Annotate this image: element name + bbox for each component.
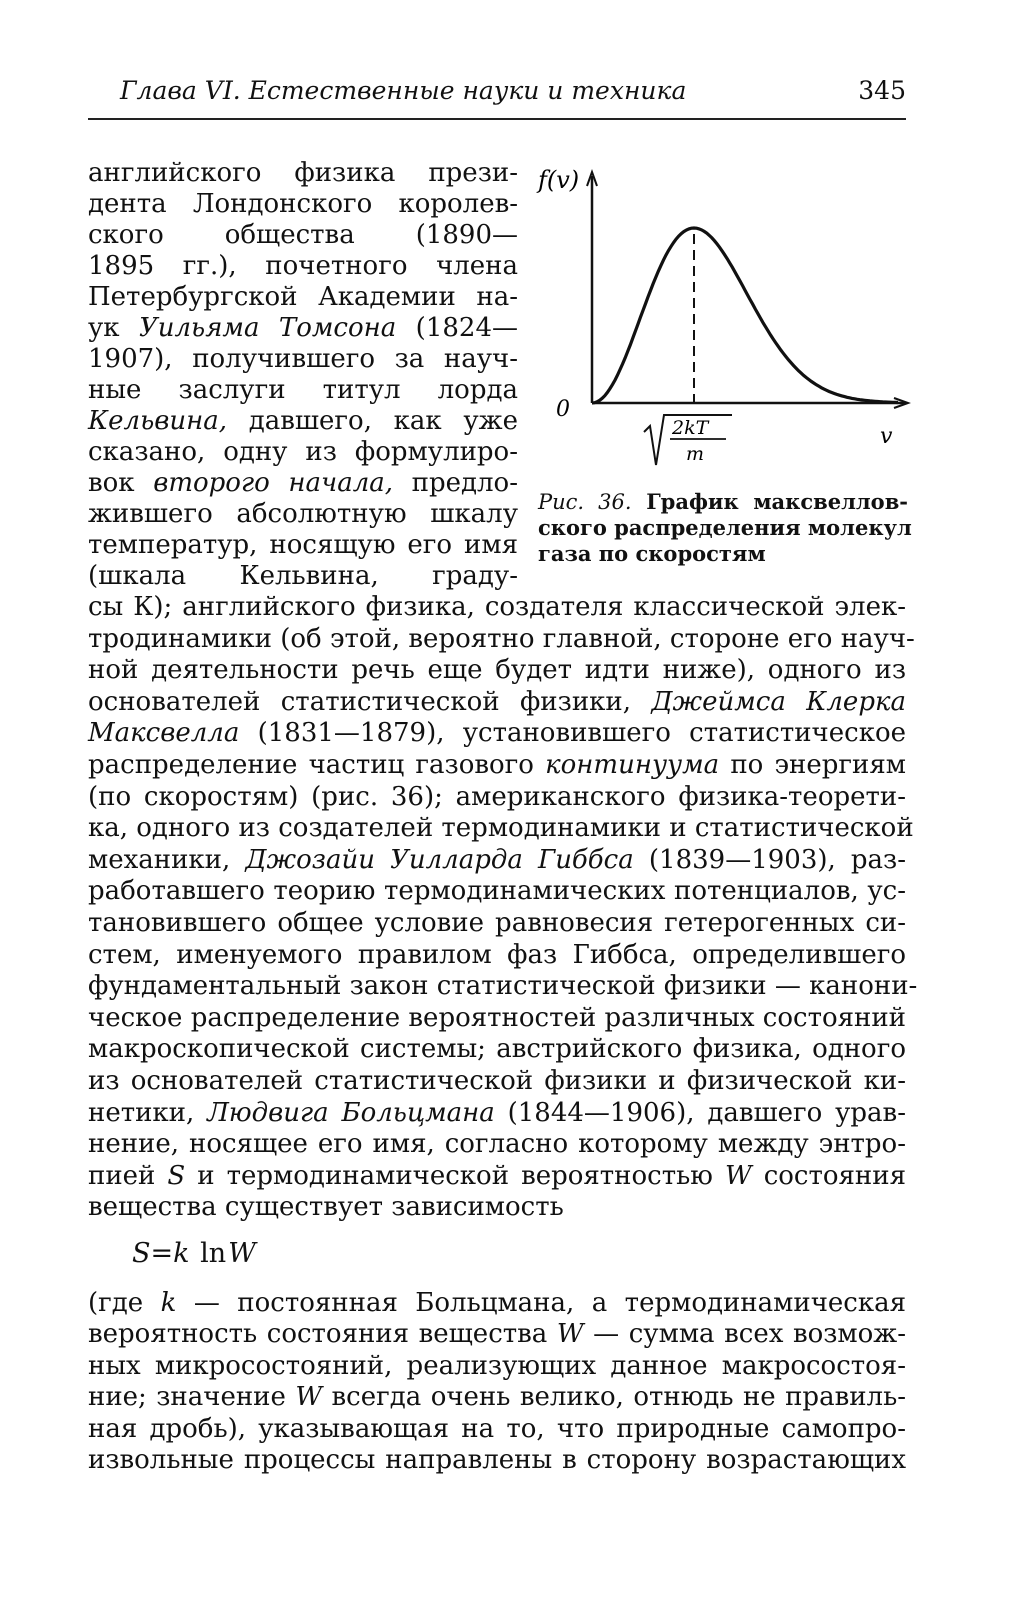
wrapped-paragraph bbox=[88, 158, 518, 592]
text-line: ная дробь), указывающая на то, что природные самопро- bbox=[88, 1413, 906, 1444]
peak-label-numerator: 2kT bbox=[672, 417, 709, 439]
text-segment: (1839—1903), раз- bbox=[633, 844, 907, 875]
text-line: ка, одного из создателей термодинамики и статистической bbox=[88, 813, 914, 844]
caption-line-3: газа по скоростям bbox=[538, 541, 766, 566]
caption-fig-number: Рис. 36. bbox=[538, 490, 632, 514]
text-segment: распределение частиц газового bbox=[88, 749, 546, 780]
text-line bbox=[88, 1098, 906, 1130]
italic-term: S bbox=[167, 1160, 186, 1191]
text-segment: всегда очень велико, отнюдь не правиль- bbox=[322, 1382, 907, 1413]
text-line: жившего абсолютную шкалу bbox=[88, 499, 518, 529]
text-line: дента Лондонского королев- bbox=[88, 189, 518, 219]
main-paragraph bbox=[88, 592, 918, 1224]
text-segment: (1824— bbox=[396, 313, 518, 343]
text-line: (по скоростям) (рис. 36); американского физика-теорети- bbox=[88, 781, 906, 812]
text-line: сказано, одну из формулиро- bbox=[88, 437, 518, 467]
text-segment: нетики, bbox=[88, 1097, 208, 1128]
italic-term: Кельвина, bbox=[88, 406, 227, 436]
formula-eq: = bbox=[150, 1238, 174, 1269]
text-line bbox=[88, 750, 906, 782]
text-segment: пией bbox=[88, 1160, 168, 1191]
italic-term: W bbox=[556, 1319, 584, 1350]
closing-paragraph bbox=[88, 1288, 906, 1476]
text-segment: (1831—1879), установившего статистическое bbox=[239, 718, 906, 749]
figure-caption bbox=[538, 489, 912, 567]
running-title: Глава VI. Естественные науки и техника bbox=[120, 76, 687, 105]
text-line: ной деятельности речь еще будет идти ниже), одного из bbox=[88, 655, 906, 686]
text-segment: механики, bbox=[88, 844, 246, 875]
italic-term: Максвелла bbox=[88, 718, 240, 749]
italic-term: второго начала, bbox=[153, 468, 394, 498]
text-line: фундаментальный закон статистической физики — канони- bbox=[88, 971, 918, 1002]
text-line bbox=[88, 468, 518, 499]
italic-term: Уильяма Томсона bbox=[138, 313, 397, 343]
maxwell-distribution-figure bbox=[528, 160, 920, 480]
text-line bbox=[88, 718, 906, 750]
text-line: нение, носящее его имя, согласно которому между энтро- bbox=[88, 1129, 906, 1160]
text-segment: и термодинамической вероятностью bbox=[185, 1160, 725, 1191]
boltzmann-formula bbox=[132, 1238, 256, 1269]
text-line: 1895 гг.), почетного члена bbox=[88, 251, 518, 281]
text-line: извольные процессы направлены в сторону возрастающих bbox=[88, 1445, 906, 1476]
formula-k: k bbox=[173, 1238, 190, 1269]
page-number: 345 bbox=[858, 76, 906, 105]
italic-term: Людвига Больцмана bbox=[207, 1097, 495, 1128]
formula-ln: ln bbox=[200, 1238, 227, 1269]
origin-label: 0 bbox=[556, 397, 570, 422]
text-segment: давшего, как уже bbox=[227, 406, 518, 436]
text-line bbox=[88, 406, 518, 437]
text-line: макроскопической системы; австрийского физика, одного bbox=[88, 1034, 906, 1065]
caption-line-1: График максвеллов- bbox=[646, 489, 908, 514]
text-line: стем, именуемого правилом фаз Гиббса, определившего bbox=[88, 939, 906, 970]
caption-line-2: ского распределения молекул bbox=[538, 515, 912, 540]
text-line bbox=[88, 1382, 906, 1413]
text-line: из основателей статистической физики и физической ки- bbox=[88, 1065, 906, 1096]
text-segment: вок bbox=[88, 468, 154, 498]
text-segment: ние; значение bbox=[88, 1382, 296, 1413]
text-line: 1907), получившего за науч- bbox=[88, 344, 518, 374]
text-line: сы К); английского физика, создателя классической элек- bbox=[88, 592, 906, 622]
formula-s: S bbox=[132, 1238, 151, 1269]
text-line bbox=[88, 845, 906, 877]
italic-term: k bbox=[160, 1288, 177, 1318]
italic-term: Джеймса Клерка bbox=[651, 686, 906, 717]
italic-term: Джозайи Уилларда Гиббса bbox=[245, 844, 634, 875]
page-header bbox=[88, 76, 906, 122]
text-segment: предло- bbox=[393, 468, 518, 498]
text-line: работавшего теорию термодинамических потенциалов, ус- bbox=[88, 876, 906, 907]
text-line bbox=[88, 313, 518, 344]
text-line: ные заслуги титул лорда bbox=[88, 375, 518, 405]
italic-term: континуума bbox=[545, 749, 720, 780]
text-line: Петербургской Академии на- bbox=[88, 282, 518, 312]
text-segment: вероятность состояния вещества bbox=[88, 1319, 557, 1350]
text-line: тановившего общее условие равновесия гетерогенных си- bbox=[88, 907, 906, 938]
text-line: тродинамики (об этой, вероятно главной, стороне его науч- bbox=[88, 623, 915, 654]
text-line: температур, носящую его имя bbox=[88, 530, 518, 560]
text-line bbox=[88, 687, 906, 719]
italic-term: W bbox=[295, 1382, 323, 1413]
text-segment: основателей статистической физики, bbox=[88, 686, 652, 717]
text-line: ческое распределение вероятностей различных состояний bbox=[88, 1002, 906, 1033]
y-axis-label: f(v) bbox=[538, 166, 580, 194]
formula-w: W bbox=[228, 1238, 256, 1269]
peak-label-denominator: m bbox=[686, 443, 705, 465]
text-line: (шкала Кельвина, граду- bbox=[88, 561, 518, 591]
text-line: ского общества (1890— bbox=[88, 220, 518, 250]
distribution-curve bbox=[592, 228, 898, 403]
text-segment: (1844—1906), давшего урав- bbox=[494, 1097, 906, 1128]
x-axis-label: v bbox=[880, 424, 893, 449]
text-line bbox=[88, 1319, 906, 1350]
text-segment: по энергиям bbox=[719, 749, 906, 780]
text-segment: состояния bbox=[751, 1160, 906, 1191]
text-line bbox=[88, 1161, 906, 1193]
text-line: вещества существует зависимость bbox=[88, 1192, 564, 1223]
text-segment: — сумма всех возмож- bbox=[583, 1319, 906, 1350]
text-segment: — постоянная Больцмана, а термодинамическая bbox=[176, 1288, 906, 1318]
text-line: английского физика прези- bbox=[88, 158, 518, 188]
header-rule bbox=[88, 118, 906, 120]
italic-term: W bbox=[724, 1160, 752, 1191]
text-segment: ук bbox=[88, 313, 139, 343]
maxwell-distribution-chart bbox=[528, 160, 920, 480]
text-line bbox=[88, 1288, 906, 1319]
text-line: ных микросостояний, реализующих данное макросостоя- bbox=[88, 1350, 906, 1381]
text-segment: (где bbox=[88, 1288, 161, 1318]
